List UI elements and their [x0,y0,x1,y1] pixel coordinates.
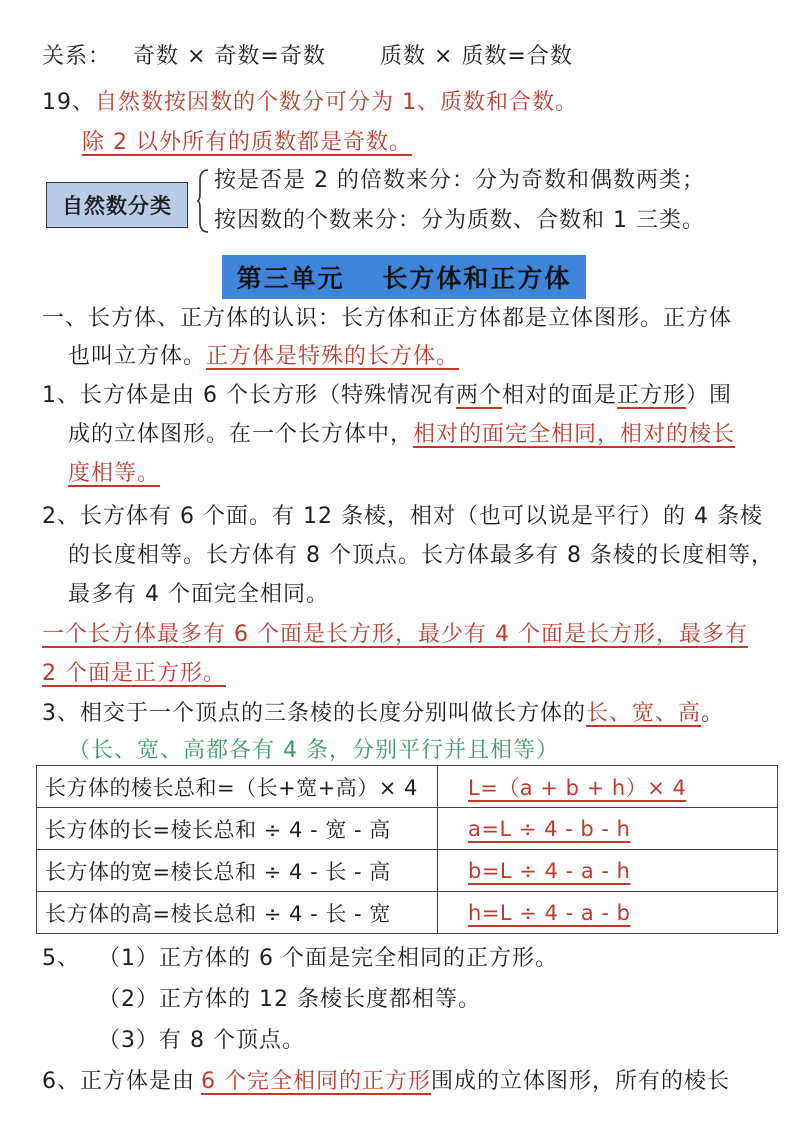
formula-text: b=L ÷ 4 - a - h [468,858,631,883]
formula-text: a=L ÷ 4 - b - h [468,816,631,841]
classification-label: 自然数分类 [46,182,188,228]
p5-b: （2）正方体的 12 条棱长度都相等。 [98,987,481,1012]
p2-line-1: 2、长方体有 6 个面。有 12 条棱，相对（也可以说是平行）的 4 条棱 [42,504,763,529]
item-19-text: 自然数按因数的个数分可分为 1、质数和合数。 [95,90,578,115]
formula-cell [438,850,778,892]
p1-line-1-b: 两个 [455,383,502,408]
table-row [37,766,778,808]
p5-line-a [42,944,558,974]
p1-line-1 [42,381,732,411]
unit-title: 第三单元 长方体和正方体 [222,255,586,299]
p1-line-2-a: 成的立体图形。在一个长方体中， [68,422,414,447]
sec1-line-2-b: 正方体是特殊的长方体。 [206,344,460,369]
sec1-line-2 [68,342,459,372]
p6-c: 围成的立体图形，所有的棱长 [431,1069,731,1094]
formula-cell [438,892,778,934]
p3-line-1 [42,699,724,729]
sec1-line-2-a: 也叫立方体。 [68,344,207,369]
p1-line-2 [68,420,735,450]
p1-line-1-d: 正方形 [617,383,687,408]
brace-icon [196,168,210,234]
formula-desc: 长方体的长=棱长总和 ÷ 4 - 宽 - 高 [37,808,438,850]
p6-b: 6 个完全相同的正方形 [201,1069,431,1094]
formula-table [36,765,778,934]
p1-line-1-e: ）围 [686,383,733,408]
classification-line-2: 按因数的个数来分：分为质数、合数和 1 三类。 [214,208,705,233]
classification-line-1: 按是否是 2 的倍数来分：分为奇数和偶数两类； [214,168,705,193]
p1-line-3: 度相等。 [68,461,161,486]
p5-number: 5、 [42,946,80,971]
formula-text: h=L ÷ 4 - a - b [468,900,631,925]
p3-line-1-b: 长、宽、高 [586,701,702,726]
p1-line-2-b: 相对的面完全相同，相对的棱长 [413,422,736,447]
p2-line-2: 的长度相等。长方体有 8 个顶点。长方体最多有 8 条棱的长度相等， [68,543,774,568]
sec1-line-1: 一、长方体、正方体的认识：长方体和正方体都是立体图形。正方体 [42,306,733,331]
p2-line-3: 最多有 4 个面完全相同。 [68,582,329,607]
item-19-note: 除 2 以外所有的质数都是奇数。 [82,130,412,155]
formula-desc: 长方体的高=棱长总和 ÷ 4 - 长 - 宽 [37,892,438,934]
p6-line [42,1067,730,1097]
item-19-number: 19、 [42,90,95,115]
p2-red-line-2: 2 个面是正方形。 [42,661,226,686]
formula-cell [438,808,778,850]
p3-line-1-a: 3、相交于一个顶点的三条棱的长度分别叫做长方体的 [42,701,586,726]
table-row [37,850,778,892]
p3-line-1-c: 。 [701,701,725,726]
formula-desc: 长方体的宽=棱长总和 ÷ 4 - 长 - 高 [37,850,438,892]
relation-label: 关系： [42,44,112,69]
table-row [37,808,778,850]
formula-desc: 长方体的棱长总和=（长+宽+高）× 4 [37,766,438,808]
p1-line-1-a: 1、长方体是由 6 个长方形（特殊情况有 [42,383,456,408]
formula-text: L=（a + b + h）× 4 [468,775,687,800]
p5-c: （3）有 8 个顶点。 [98,1028,305,1053]
p6-a: 6、正方体是由 [42,1069,195,1094]
formula-cell [438,766,778,808]
p3-note: （长、宽、高都各有 4 条，分别平行并且相等） [68,738,559,763]
p1-line-1-c: 相对的面是 [502,383,618,408]
table-row [37,892,778,934]
odd-rule: 奇数 × 奇数=奇数 [133,44,326,69]
relation-line [42,42,573,72]
prime-rule: 质数 × 质数=合数 [380,44,573,69]
item-19 [42,88,578,118]
p5-a: （1）正方体的 6 个面是完全相同的正方形。 [98,946,558,971]
p2-red-line-1: 一个长方体最多有 6 个面是长方形，最少有 4 个面是长方形，最多有 [42,622,748,647]
